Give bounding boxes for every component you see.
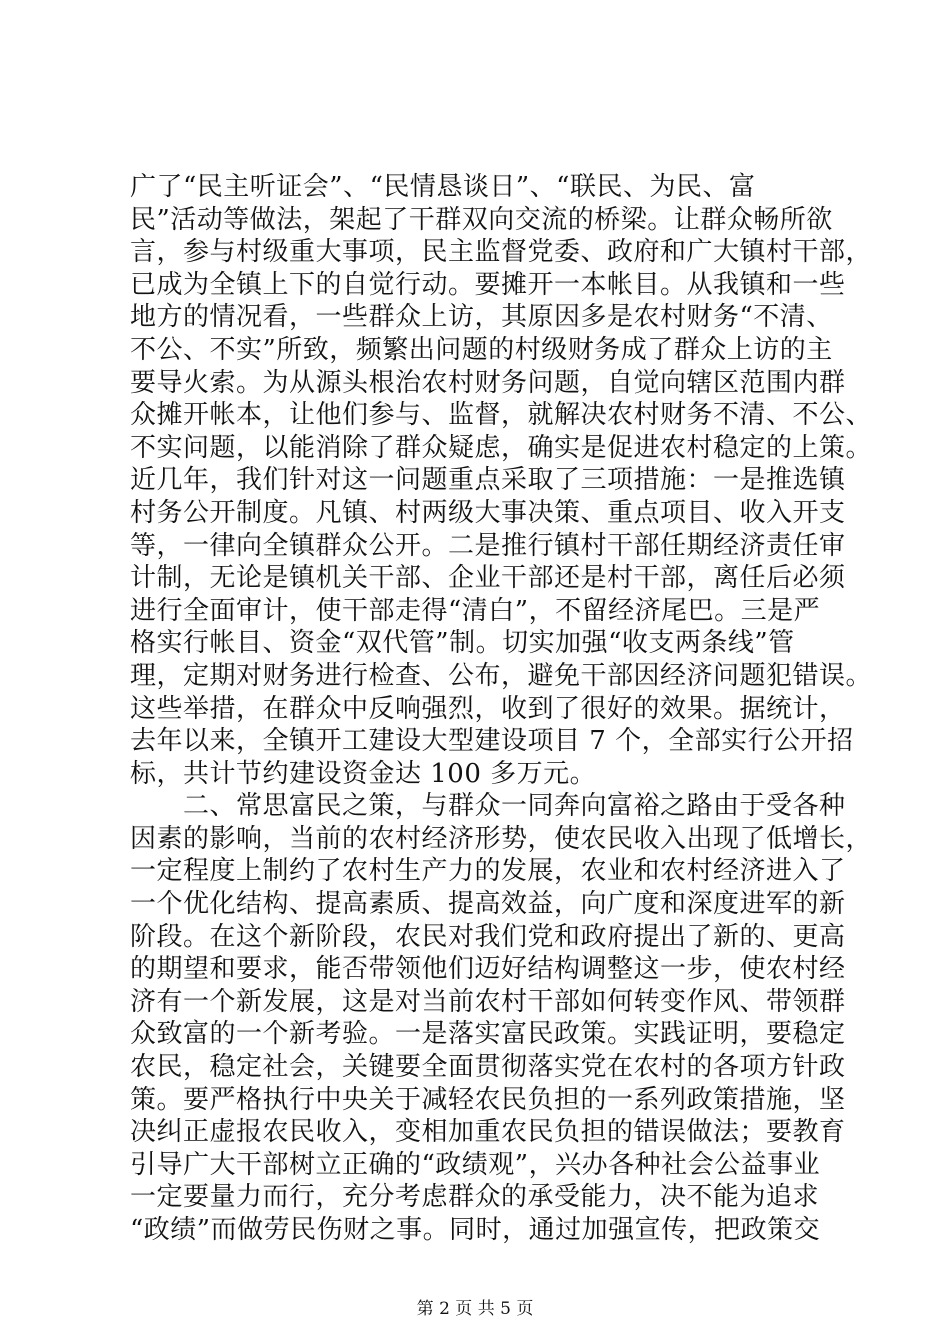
text-line: 格实行帐目、资金“双代管”制。切实加强“收支两条线”管 xyxy=(130,628,795,659)
text-line: “政绩”而做劳民伤财之事。同时，通过加强宣传，把政策交 xyxy=(130,1215,821,1245)
text-line: 民”活动等做法，架起了干群双向交流的桥梁。让群众畅所欲 xyxy=(130,204,833,235)
text-line: 二、常思富民之策，与群众一同奔向富裕之路由于受各种 xyxy=(130,791,846,822)
text-line: 要导火索。为从源头根治农村财务问题，自觉向辖区范围内群 xyxy=(130,367,846,398)
text-line: 已成为全镇上下的自觉行动。要摊开一本帐目。从我镇和一些 xyxy=(130,269,846,300)
text-line: 言，参与村级重大事项，民主监督党委、政府和广大镇村干部， xyxy=(130,237,873,268)
text-line: 村务公开制度。凡镇、村两级大事决策、重点项目、收入开支 xyxy=(130,497,846,528)
text-line: 策。要严格执行中央关于减轻农民负担的一系列政策措施，坚 xyxy=(130,1084,846,1115)
text-line: 近几年，我们针对这一问题重点采取了三项措施：一是推选镇 xyxy=(130,465,846,496)
text-line: 这些举措，在群众中反响强烈，收到了很好的效果。据统计， xyxy=(130,693,846,724)
text-line: 因素的影响，当前的农村经济形势，使农民收入出现了低增长， xyxy=(130,823,873,854)
text-line: 理，定期对财务进行检查、公布，避免干部因经济问题犯错误。 xyxy=(130,660,873,691)
text-line: 济有一个新发展，这是对当前农村干部如何转变作风、带领群 xyxy=(130,986,846,1017)
text-line: 一定程度上制约了农村生产力的发展，农业和农村经济进入了 xyxy=(130,856,846,887)
text-line: 等，一律向全镇群众公开。二是推行镇村干部任期经济责任审 xyxy=(130,530,846,561)
page-footer xyxy=(0,1297,950,1321)
text-line: 众致富的一个新考验。一是落实富民政策。实践证明，要稳定 xyxy=(130,1019,846,1050)
text-line: 一个优化结构、提高素质、提高效益，向广度和深度进军的新 xyxy=(130,889,846,920)
text-line: 进行全面审计，使干部走得“清白”，不留经济尾巴。三是严 xyxy=(130,595,821,626)
text-line: 去年以来，全镇开工建设大型建设项目 7 个，全部实行公开招 xyxy=(130,726,854,757)
text-line: 标，共计节约建设资金达 100 多万元。 xyxy=(130,758,597,789)
text-line: 不公、不实”所致，频繁出问题的村级财务成了群众上访的主 xyxy=(130,334,833,365)
text-line: 引导广大干部树立正确的“政绩观”，兴办各种社会公益事业 xyxy=(130,1149,821,1180)
text-line: 地方的情况看，一些群众上访，其原因多是农村财务“不清、 xyxy=(130,302,833,333)
text-line: 众摊开帐本，让他们参与、监督，就解决农村财务不清、不公、 xyxy=(130,400,873,431)
text-line: 一定要量力而行，充分考虑群众的承受能力，决不能为追求 xyxy=(130,1182,820,1213)
text-line: 的期望和要求，能否带领他们迈好结构调整这一步，使农村经 xyxy=(130,954,846,985)
text-line: 决纠正虚报农民收入，变相加重农民负担的错误做法；要教育 xyxy=(130,1117,846,1148)
text-line: 阶段。在这个新阶段，农民对我们党和政府提出了新的、更高 xyxy=(130,921,846,952)
text-line: 广了“民主听证会”、“民情恳谈日”、“联民、为民、富 xyxy=(130,172,756,202)
page-indicator: 第 2 页 共 5 页 xyxy=(416,1299,534,1319)
body-text xyxy=(130,171,873,1247)
text-line: 农民，稳定社会，关键要全面贯彻落实党在农村的各项方针政 xyxy=(130,1052,846,1083)
text-line: 不实问题，以能消除了群众疑虑，确实是促进农村稳定的上策。 xyxy=(130,432,873,463)
text-line: 计制，无论是镇机关干部、企业干部还是村干部，离任后必须 xyxy=(130,563,846,594)
